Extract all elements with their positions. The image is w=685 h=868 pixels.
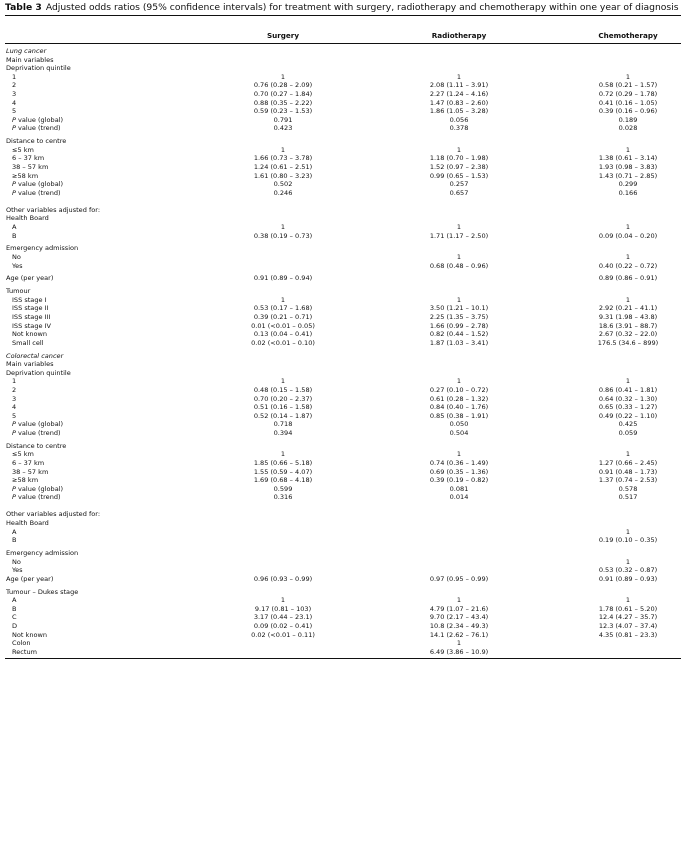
chemotherapy-cell: 1	[625, 450, 631, 459]
chemotherapy-cell: 0.189	[618, 115, 638, 124]
chemotherapy-cell: 4.35 (0.81 – 23.3)	[598, 630, 658, 639]
row-label: Emergency admission	[6, 549, 79, 557]
row-label: Distance to centre	[6, 441, 67, 450]
surgery-cell: 0.246	[273, 188, 293, 197]
table-row	[0, 566, 685, 575]
row-label: P value (global)	[12, 180, 64, 189]
row-label: ≤5 km	[12, 450, 34, 459]
radiotherapy-cell: 14.1 (2.62 – 76.1)	[429, 630, 489, 639]
row-label: 2	[12, 81, 17, 90]
chemotherapy-cell: 0.91 (0.89 – 0.93)	[598, 574, 658, 583]
table-row	[0, 510, 685, 519]
table-row	[0, 549, 685, 558]
table-row	[0, 528, 685, 537]
chemotherapy-cell: 0.09 (0.04 – 0.20)	[598, 231, 658, 240]
row-label: 38 – 57 km	[12, 163, 49, 171]
radiotherapy-cell: 0.69 (0.35 – 1.36)	[429, 467, 489, 476]
radiotherapy-cell: 0.61 (0.28 – 1.32)	[429, 394, 489, 403]
table-row	[0, 622, 685, 631]
chemotherapy-cell: 0.65 (0.33 – 1.27)	[598, 403, 658, 412]
chemotherapy-cell: 0.53 (0.32 – 0.87)	[598, 566, 658, 575]
row-label: ISS stage III	[12, 313, 51, 321]
table-row	[0, 450, 685, 459]
table-row	[0, 442, 685, 451]
table-row	[0, 558, 685, 567]
row-label: 1	[12, 72, 17, 81]
chemotherapy-cell: 0.425	[618, 420, 638, 429]
row-label: Lung cancer	[6, 47, 47, 55]
surgery-cell: 1	[280, 295, 286, 304]
caption-text: Adjusted odds ratios (95% confidence intervals) for treatment with surgery, radiotherapy and chemotherapy within one year of diagnosis	[45, 2, 679, 13]
row-label: Age (per year)	[6, 574, 54, 583]
radiotherapy-cell: 0.504	[449, 429, 469, 437]
surgery-cell: 0.70 (0.27 – 1.84)	[253, 90, 313, 98]
column-header-surgery: Surgery	[266, 31, 300, 40]
chemotherapy-cell: 0.49 (0.22 – 1.10)	[598, 411, 658, 420]
table-row	[0, 605, 685, 614]
table-row	[0, 639, 685, 648]
table-row	[0, 116, 685, 125]
row-label: P value (global)	[12, 420, 64, 429]
surgery-cell: 1.66 (0.73 – 3.78)	[253, 154, 313, 163]
surgery-cell: 0.718	[273, 420, 293, 429]
radiotherapy-cell: 9.70 (2.17 – 43.4)	[429, 613, 489, 622]
table-row	[0, 107, 685, 116]
surgery-cell: 3.17 (0.44 – 23.1)	[253, 613, 313, 622]
chemotherapy-cell: 1	[625, 145, 631, 154]
row-label: A	[12, 223, 17, 231]
table-row	[0, 287, 685, 296]
table-row	[0, 459, 685, 468]
chemotherapy-cell: 1	[625, 253, 631, 261]
row-label: 3	[12, 394, 17, 403]
chemotherapy-cell: 2.67 (0.32 – 22.0)	[598, 330, 658, 339]
row-label: ≥58 km	[12, 476, 39, 485]
row-label: C	[12, 613, 17, 622]
row-label: A	[12, 527, 17, 536]
chemotherapy-cell: 1.27 (0.66 – 2.45)	[598, 459, 658, 467]
radiotherapy-cell: 0.014	[449, 493, 469, 502]
row-label: D	[12, 622, 18, 630]
chemotherapy-cell: 0.299	[618, 180, 638, 189]
row-label: Distance to centre	[6, 137, 67, 146]
radiotherapy-cell: 1	[456, 223, 462, 231]
radiotherapy-cell: 0.68 (0.48 – 0.96)	[429, 261, 489, 270]
radiotherapy-cell: 0.081	[449, 484, 469, 493]
chemotherapy-cell: 1.38 (0.61 – 3.14)	[598, 154, 658, 163]
table-row	[0, 296, 685, 305]
chemotherapy-cell: 2.92 (0.21 – 41.1)	[598, 304, 658, 313]
surgery-cell: 0.76 (0.28 – 2.09)	[253, 81, 313, 90]
table-row	[0, 536, 685, 545]
radiotherapy-cell: 2.08 (1.11 – 3.91)	[429, 81, 489, 90]
row-label: 3	[12, 90, 17, 98]
chemotherapy-cell: 1	[625, 72, 631, 81]
radiotherapy-cell: 0.056	[449, 115, 469, 124]
radiotherapy-cell: 1.52 (0.97 – 2.38)	[429, 163, 489, 171]
table-row	[0, 485, 685, 494]
chemotherapy-cell: 1	[625, 377, 631, 386]
chemotherapy-cell: 12.4 (4.27 – 35.7)	[598, 613, 658, 622]
row-label: Emergency admission	[6, 244, 79, 253]
row-label: Rectum	[12, 647, 37, 656]
radiotherapy-cell: 0.257	[449, 180, 469, 189]
radiotherapy-cell: 2.27 (1.24 – 4.16)	[429, 90, 489, 98]
radiotherapy-cell: 2.25 (1.35 – 3.75)	[429, 313, 489, 321]
radiotherapy-cell: 0.84 (0.40 – 1.76)	[429, 403, 489, 412]
surgery-cell: 0.791	[273, 115, 293, 124]
chemotherapy-cell: 18.6 (3.91 – 88.7)	[598, 321, 658, 330]
row-label: 6 – 37 km	[12, 154, 45, 163]
row-label: 6 – 37 km	[12, 459, 45, 467]
row-label: Not known	[12, 330, 48, 339]
radiotherapy-cell: 1.66 (0.99 – 2.78)	[429, 321, 489, 330]
surgery-cell: 0.01 (<0.01 – 0.05)	[251, 321, 315, 330]
radiotherapy-cell: 0.74 (0.36 – 1.49)	[429, 459, 489, 467]
surgery-cell: 0.38 (0.19 – 0.73)	[253, 231, 313, 240]
table-row	[0, 330, 685, 339]
surgery-cell: 0.09 (0.02 – 0.41)	[253, 622, 313, 630]
table-row	[0, 137, 685, 146]
radiotherapy-cell: 1.18 (0.70 – 1.98)	[429, 154, 489, 163]
surgery-cell: 0.53 (0.17 – 1.68)	[253, 304, 313, 313]
radiotherapy-cell: 0.39 (0.19 – 0.82)	[429, 476, 489, 485]
row-label: 38 – 57 km	[12, 467, 49, 476]
radiotherapy-cell: 6.49 (3.86 – 10.9)	[429, 647, 489, 656]
row-label: ISS stage IV	[12, 321, 51, 330]
table-row	[0, 352, 685, 361]
row-label: A	[12, 596, 17, 605]
row-label: 2	[12, 386, 17, 394]
row-label: No	[12, 253, 21, 261]
table-row	[0, 274, 685, 283]
surgery-cell: 0.502	[273, 180, 293, 189]
chemotherapy-cell: 0.86 (0.41 – 1.81)	[598, 386, 658, 394]
surgery-cell: 1.24 (0.61 – 2.51)	[253, 163, 313, 171]
row-label: B	[12, 231, 17, 240]
table-row	[0, 81, 685, 90]
row-label: B	[12, 604, 17, 613]
table-row	[0, 575, 685, 584]
radiotherapy-cell: 1	[456, 253, 462, 261]
table-row	[0, 322, 685, 331]
radiotherapy-cell: 0.27 (0.10 – 0.72)	[429, 386, 489, 394]
bottom-rule	[5, 658, 681, 659]
row-label: Tumour – Dukes stage	[6, 587, 79, 596]
table-row	[0, 412, 685, 421]
row-label: Colorectal cancer	[6, 351, 64, 360]
chemotherapy-cell: 0.517	[618, 493, 638, 502]
table-row	[0, 244, 685, 253]
row-label: Health Board	[6, 519, 49, 527]
surgery-cell: 1.61 (0.80 – 3.23)	[253, 171, 313, 180]
chemotherapy-cell: 1.93 (0.98 – 3.83)	[598, 163, 658, 171]
table-row	[0, 313, 685, 322]
row-label: Not known	[12, 630, 48, 639]
surgery-cell: 0.13 (0.04 – 0.41)	[253, 330, 313, 339]
table-row	[0, 47, 685, 56]
table-row	[0, 588, 685, 597]
table-row	[0, 56, 685, 65]
table-row	[0, 146, 685, 155]
table-row	[0, 468, 685, 477]
row-label: Health Board	[6, 214, 49, 223]
table-row	[0, 124, 685, 133]
table-row	[0, 631, 685, 640]
row-label: 4	[12, 403, 17, 412]
radiotherapy-cell: 1	[456, 639, 462, 648]
surgery-cell: 1	[280, 145, 286, 154]
radiotherapy-cell: 1.87 (1.03 – 3.41)	[429, 338, 489, 347]
radiotherapy-cell: 1.47 (0.83 – 2.60)	[429, 98, 489, 107]
radiotherapy-cell: 1.71 (1.17 – 2.50)	[429, 231, 489, 240]
table-row	[0, 493, 685, 502]
column-header-chemotherapy: Chemotherapy	[598, 31, 658, 40]
column-header-radiotherapy: Radiotherapy	[431, 31, 487, 40]
surgery-cell: 0.39 (0.21 – 0.71)	[253, 313, 313, 321]
row-label: Yes	[12, 566, 23, 575]
row-label: No	[12, 557, 21, 566]
row-label: P value (trend)	[12, 188, 61, 197]
table-row	[0, 360, 685, 369]
row-label: Yes	[12, 261, 23, 270]
table-row	[0, 596, 685, 605]
row-label: P value (global)	[12, 484, 64, 493]
chemotherapy-cell: 0.028	[618, 124, 638, 133]
chemotherapy-cell: 0.91 (0.48 – 1.73)	[598, 467, 658, 476]
table-row	[0, 613, 685, 622]
table-row	[0, 154, 685, 163]
table-row	[0, 232, 685, 241]
surgery-cell: 0.51 (0.16 – 1.58)	[253, 403, 313, 412]
radiotherapy-cell: 1	[456, 377, 462, 386]
surgery-cell: 0.316	[273, 493, 293, 502]
radiotherapy-cell: 1	[456, 596, 462, 605]
table-row	[0, 90, 685, 99]
table-row	[0, 519, 685, 528]
chemotherapy-cell: 12.3 (4.07 – 37.4)	[598, 622, 658, 630]
chemotherapy-cell: 0.64 (0.32 – 1.30)	[598, 394, 658, 403]
chemotherapy-cell: 0.166	[618, 188, 638, 197]
surgery-cell: 0.423	[273, 124, 293, 133]
row-label: ISS stage I	[12, 295, 47, 304]
chemotherapy-cell: 0.89 (0.86 – 0.91)	[598, 274, 658, 283]
chemotherapy-cell: 1	[625, 527, 631, 536]
row-label: 5	[12, 107, 17, 116]
table-label: Table 3	[5, 2, 42, 13]
row-label: Main variables	[6, 55, 54, 64]
radiotherapy-cell: 0.82 (0.44 – 1.52)	[429, 330, 489, 339]
chemotherapy-cell: 176.5 (34.6 – 899)	[597, 338, 659, 347]
surgery-cell: 1.85 (0.66 – 5.18)	[253, 459, 313, 467]
radiotherapy-cell: 0.378	[449, 124, 469, 133]
surgery-cell: 0.394	[273, 429, 293, 437]
chemotherapy-cell: 0.059	[618, 429, 638, 437]
table-row	[0, 369, 685, 378]
table-row	[0, 395, 685, 404]
row-label: 4	[12, 98, 17, 107]
surgery-cell: 1	[280, 596, 286, 605]
table-caption	[5, 2, 683, 13]
radiotherapy-cell: 0.99 (0.65 – 1.53)	[429, 171, 489, 180]
row-label: Deprivation quintile	[6, 368, 71, 377]
radiotherapy-cell: 3.50 (1.21 – 10.1)	[429, 304, 489, 313]
surgery-cell: 0.52 (0.14 – 1.87)	[253, 411, 313, 420]
table-row	[0, 214, 685, 223]
surgery-cell: 0.96 (0.93 – 0.99)	[253, 574, 313, 583]
radiotherapy-cell: 0.050	[449, 420, 469, 429]
surgery-cell: 0.88 (0.35 – 2.22)	[253, 98, 313, 107]
row-label: Tumour	[6, 287, 31, 296]
radiotherapy-cell: 0.97 (0.95 – 0.99)	[429, 574, 489, 583]
chemotherapy-cell: 0.578	[618, 484, 638, 493]
radiotherapy-cell: 1	[456, 450, 462, 459]
table-row	[0, 189, 685, 198]
row-label: 5	[12, 411, 17, 420]
chemotherapy-cell: 1.37 (0.74 – 2.53)	[598, 476, 658, 485]
row-label: Other variables adjusted for:	[6, 510, 101, 519]
surgery-cell: 1	[280, 377, 286, 386]
radiotherapy-cell: 1	[456, 72, 462, 81]
chemotherapy-cell: 1	[625, 223, 631, 231]
table-row	[0, 377, 685, 386]
chemotherapy-cell: 1	[625, 295, 631, 304]
table-row	[0, 648, 685, 657]
row-label: P value (trend)	[12, 124, 61, 133]
table-row	[0, 262, 685, 271]
surgery-cell: 9.17 (0.81 – 103)	[254, 604, 312, 613]
chemotherapy-cell: 1.43 (0.71 – 2.85)	[598, 171, 658, 180]
table-row	[0, 163, 685, 172]
chemotherapy-cell: 0.40 (0.22 – 0.72)	[598, 261, 658, 270]
row-label: ≤5 km	[12, 145, 34, 154]
row-label: Deprivation quintile	[6, 64, 71, 73]
surgery-cell: 1	[280, 72, 286, 81]
table-row	[0, 304, 685, 313]
surgery-cell: 1	[280, 223, 286, 231]
row-label: P value (global)	[12, 115, 64, 124]
table-row	[0, 253, 685, 262]
surgery-cell: 0.59 (0.23 – 1.53)	[253, 107, 313, 116]
radiotherapy-cell: 1.86 (1.05 – 3.28)	[429, 107, 489, 116]
radiotherapy-cell: 10.8 (2.34 – 49.3)	[429, 622, 489, 630]
table-row	[0, 99, 685, 108]
row-label: Other variables adjusted for:	[6, 205, 101, 214]
row-label: ISS stage II	[12, 304, 49, 313]
radiotherapy-cell: 1	[456, 145, 462, 154]
row-label: Colon	[12, 639, 31, 648]
surgery-cell: 0.02 (<0.01 – 0.10)	[251, 338, 315, 347]
chemotherapy-cell: 1.78 (0.61 – 5.20)	[598, 604, 658, 613]
row-label: P value (trend)	[12, 429, 61, 437]
table-row	[0, 206, 685, 215]
radiotherapy-cell: 4.79 (1.07 – 21.6)	[429, 604, 489, 613]
surgery-cell: 0.599	[273, 484, 293, 493]
surgery-cell: 0.91 (0.89 – 0.94)	[253, 274, 313, 283]
row-label: Small cell	[12, 338, 44, 347]
surgery-cell: 1.69 (0.68 – 4.18)	[253, 476, 313, 485]
row-label: Main variables	[6, 360, 54, 369]
chemotherapy-cell: 0.72 (0.29 – 1.78)	[598, 90, 658, 98]
radiotherapy-cell: 1	[456, 295, 462, 304]
row-label: 1	[12, 377, 17, 386]
row-label: Age (per year)	[6, 274, 54, 283]
table-row	[0, 64, 685, 73]
surgery-cell: 0.02 (<0.01 – 0.11)	[251, 630, 315, 639]
chemotherapy-cell: 0.58 (0.21 – 1.57)	[598, 81, 658, 90]
surgery-cell: 1	[280, 450, 286, 459]
header-rule	[5, 43, 681, 44]
surgery-cell: 0.70 (0.20 – 2.37)	[253, 394, 313, 403]
table-row	[0, 339, 685, 348]
table-row	[0, 386, 685, 395]
chemotherapy-cell: 9.31 (1.98 – 43.8)	[598, 313, 658, 321]
table-row	[0, 180, 685, 189]
table-row	[0, 476, 685, 485]
table-row	[0, 429, 685, 438]
top-rule	[5, 15, 681, 16]
table-row	[0, 223, 685, 232]
surgery-cell: 0.48 (0.15 – 1.58)	[253, 386, 313, 394]
chemotherapy-cell: 1	[625, 557, 631, 566]
row-label: P value (trend)	[12, 493, 61, 502]
chemotherapy-cell: 1	[625, 596, 631, 605]
table-row	[0, 403, 685, 412]
table-row	[0, 420, 685, 429]
row-label: ≥58 km	[12, 171, 39, 180]
chemotherapy-cell: 0.39 (0.16 – 0.96)	[598, 107, 658, 116]
table-row	[0, 172, 685, 181]
table-row	[0, 73, 685, 82]
radiotherapy-cell: 0.85 (0.38 – 1.91)	[429, 411, 489, 420]
chemotherapy-cell: 0.41 (0.16 – 1.05)	[598, 98, 658, 107]
row-label: B	[12, 536, 17, 545]
surgery-cell: 1.55 (0.59 – 4.07)	[253, 467, 313, 476]
radiotherapy-cell: 0.657	[449, 188, 469, 197]
chemotherapy-cell: 0.19 (0.10 – 0.35)	[598, 536, 658, 545]
